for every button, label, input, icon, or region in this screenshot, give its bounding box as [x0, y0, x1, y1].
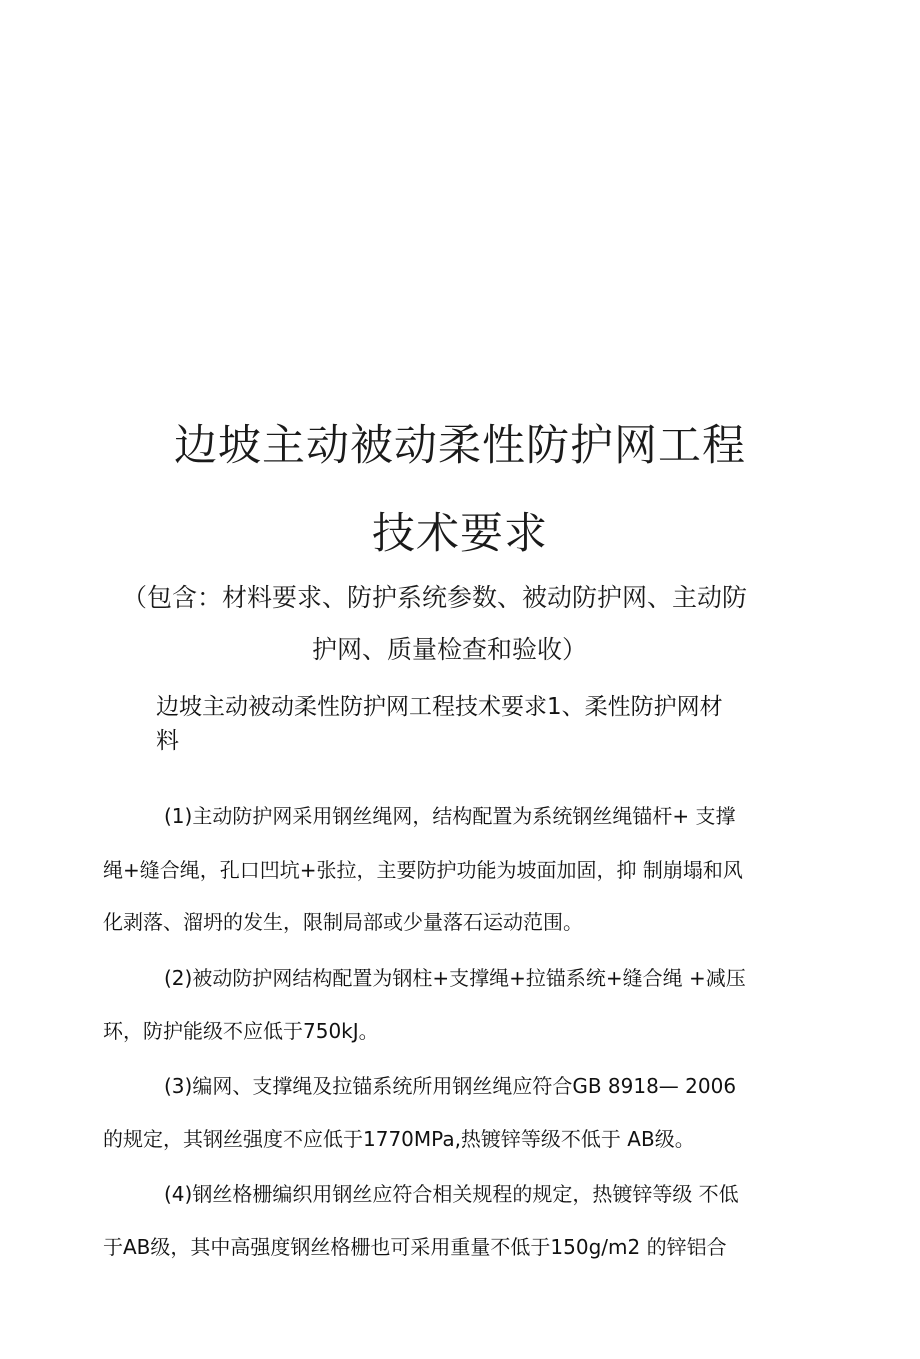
- paragraph-4-line-2: 于AB级，其中高强度钢丝格栅也可采用重量不低于150g/m2 的锌铝合: [103, 1235, 727, 1259]
- paragraph-1-line-3: 化剥落、溜坍的发生，限制局部或少量落石运动范围。: [103, 910, 583, 934]
- paragraph-2-line-1: (2)被动防护网结构配置为钢柱+支撑绳+拉锚系统+缝合绳 +减压: [164, 966, 746, 990]
- document-title-line-1: 边坡主动被动柔性防护网工程: [174, 421, 746, 471]
- paragraph-2-line-2: 环，防护能级不应低于750kJ。: [103, 1019, 379, 1043]
- section-heading-line-1: 边坡主动被动柔性防护网工程技术要求1、柔性防护网材: [156, 694, 723, 720]
- document-title-line-2: 技术要求: [372, 509, 548, 559]
- section-heading-line-2: 料: [156, 728, 179, 754]
- paragraph-4-line-1: (4)钢丝格栅编织用钢丝应符合相关规程的规定，热镀锌等级 不低: [164, 1182, 739, 1206]
- paragraph-3-line-2: 的规定，其钢丝强度不应低于1770MPa,热镀锌等级不低于 AB级。: [103, 1127, 695, 1151]
- paragraph-1-line-1: (1)主动防护网采用钢丝绳网，结构配置为系统钢丝绳锚杆+ 支撑: [164, 804, 736, 828]
- scope-note-line-2: 护网、质量检查和验收）: [312, 635, 588, 664]
- scope-note-line-1: （包含：材料要求、防护系统参数、被动防护网、主动防: [122, 583, 748, 612]
- paragraph-1-line-2: 绳+缝合绳，孔口凹坑+张拉，主要防护功能为坡面加固，抑 制崩塌和风: [103, 858, 743, 882]
- paragraph-3-line-1: (3)编网、支撑绳及拉锚系统所用钢丝绳应符合GB 8918— 2006: [164, 1074, 737, 1098]
